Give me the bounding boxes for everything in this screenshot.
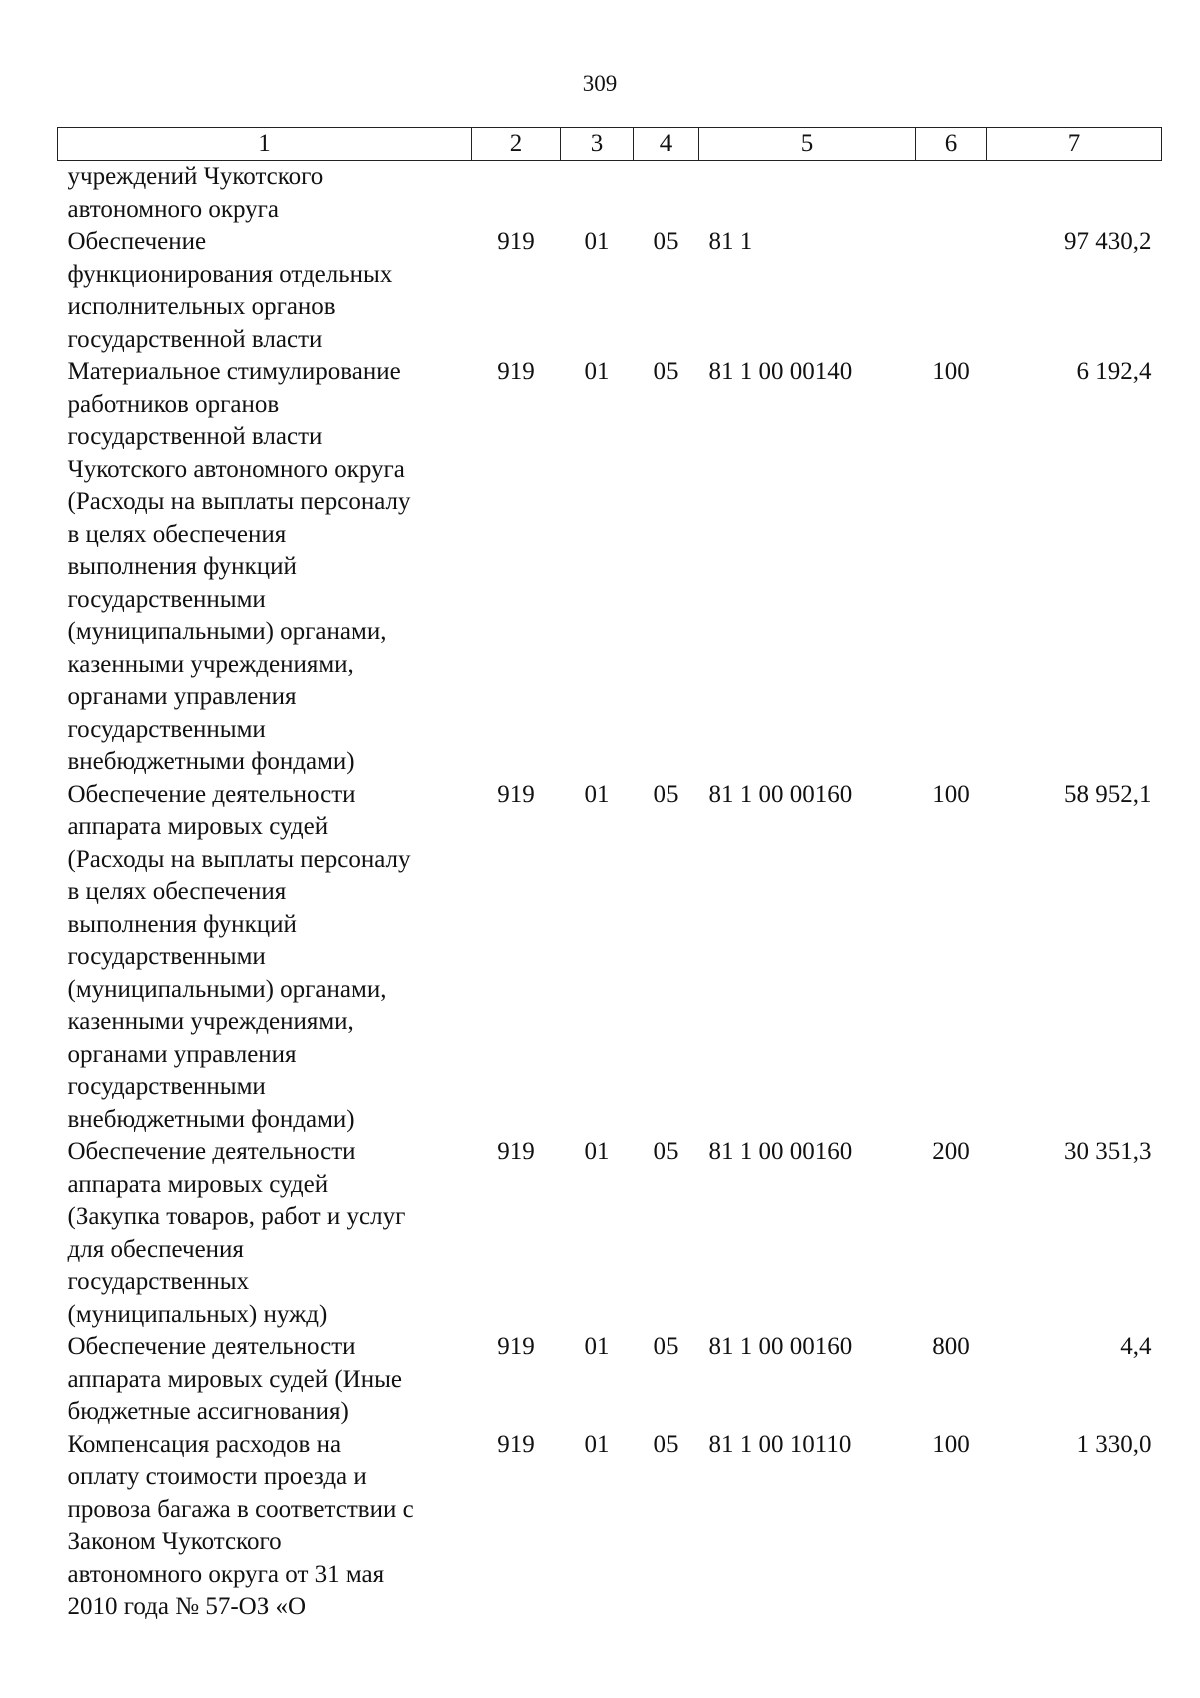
header-col-3: 3 (561, 128, 634, 161)
description-line: 2010 года № 57-ОЗ «О (67, 1593, 307, 1620)
target-article-code: 81 1 00 00160 (708, 780, 853, 808)
target-article-code: 81 1 00 00160 (708, 1333, 853, 1360)
description-line: (Закупка товаров, работ и услуг (67, 1203, 406, 1230)
expense-type-code: 100 (932, 780, 970, 808)
row-description (58, 161, 472, 227)
description-line: аппарата мировых судей (67, 813, 329, 840)
table-row (58, 226, 1162, 356)
description-line: государственной власти (67, 325, 323, 353)
table-row (58, 1429, 1162, 1624)
admin-code: 919 (497, 228, 535, 255)
description-line: в целях обеспечения (67, 878, 287, 905)
description-line: казенными учреждениями, (67, 650, 354, 678)
description-line: (муниципальными) органами, (67, 975, 387, 1003)
description-line: Законом Чукотского (67, 1528, 282, 1555)
target-article-code (699, 161, 916, 227)
description-line: для обеспечения (67, 1235, 244, 1263)
budget-table (57, 127, 1162, 1624)
admin-code: 919 (497, 1333, 535, 1360)
subsection-code: 05 (653, 1138, 679, 1165)
description-line: (Расходы на выплаты персоналу (67, 488, 411, 515)
table-row (58, 779, 1162, 1137)
expense-type-code: 200 (932, 1138, 970, 1165)
admin-code: 919 (497, 358, 535, 385)
description-line: (муниципальных) нужд) (67, 1300, 328, 1328)
admin-code: 919 (497, 780, 535, 808)
description-line: учреждений Чукотского (67, 163, 324, 190)
header-col-7: 7 (987, 128, 1162, 161)
description-line: Материальное стимулирование (67, 358, 401, 385)
row-description (58, 1136, 472, 1331)
table-row (58, 1136, 1162, 1331)
description-line: выполнения функций (67, 910, 297, 938)
description-line: функционирования отдельных (67, 260, 393, 288)
description-line: Обеспечение деятельности (67, 780, 356, 808)
description-line: выполнения функций (67, 553, 297, 580)
page-number: 309 (582, 71, 618, 96)
amount: 97 430,2 (1064, 228, 1152, 255)
expense-type-code: 100 (932, 358, 970, 385)
description-line: Компенсация расходов на (67, 1430, 342, 1458)
section-code: 01 (584, 1333, 610, 1360)
description-line: государственной власти (67, 423, 323, 450)
amount (987, 161, 1162, 227)
amount: 58 952,1 (1064, 780, 1152, 808)
target-article-code: 81 1 00 00140 (708, 358, 853, 385)
amount: 1 330,0 (1076, 1430, 1152, 1458)
description-line: государственными (67, 715, 266, 743)
description-line: аппарата мировых судей (Иные (67, 1365, 402, 1393)
subsection-code: 05 (653, 358, 679, 385)
description-line: внебюджетными фондами) (67, 1105, 355, 1133)
description-line: Обеспечение деятельности (67, 1138, 356, 1165)
row-description (58, 779, 472, 1137)
section-code: 01 (584, 780, 610, 808)
header-col-5: 5 (699, 128, 916, 161)
amount: 30 351,3 (1064, 1138, 1152, 1165)
header-col-4: 4 (634, 128, 699, 161)
row-description (58, 1331, 472, 1429)
expense-type-code (916, 226, 987, 356)
target-article-code: 81 1 00 00160 (708, 1138, 853, 1165)
subsection-code: 05 (653, 228, 679, 255)
target-article-code: 81 1 00 10110 (708, 1430, 852, 1458)
description-line: государственных (67, 1268, 250, 1295)
description-line: Чукотского автономного округа (67, 455, 405, 483)
description-line: органами управления (67, 1040, 297, 1068)
target-article-code: 81 1 (708, 228, 753, 255)
expense-type-code: 100 (932, 1430, 970, 1458)
description-line: работников органов (67, 390, 280, 418)
table-row (58, 161, 1162, 227)
table-row (58, 1331, 1162, 1429)
subsection-code (634, 161, 699, 227)
section-code: 01 (584, 358, 610, 385)
description-line: бюджетные ассигнования) (67, 1398, 349, 1425)
description-line: в целях обеспечения (67, 520, 287, 548)
description-line: исполнительных органов (67, 293, 336, 320)
description-line: государственными (67, 1073, 266, 1100)
description-line: Обеспечение (67, 228, 207, 255)
row-description (58, 1429, 472, 1624)
description-line: государственными (67, 585, 266, 613)
description-line: оплату стоимости проезда и (67, 1463, 367, 1490)
section-code (561, 161, 634, 227)
description-line: (Расходы на выплаты персоналу (67, 845, 411, 873)
admin-code: 919 (497, 1430, 535, 1458)
description-line: (муниципальными) органами, (67, 618, 387, 645)
header-col-6: 6 (916, 128, 987, 161)
description-line: государственными (67, 943, 266, 970)
description-line: Обеспечение деятельности (67, 1333, 356, 1360)
description-line: автономного округа от 31 мая (67, 1560, 385, 1588)
table-row (58, 356, 1162, 779)
description-line: органами управления (67, 683, 297, 710)
table-body (58, 161, 1162, 1624)
expense-type-code: 800 (932, 1333, 970, 1360)
admin-code: 919 (497, 1138, 535, 1165)
amount: 6 192,4 (1076, 358, 1152, 385)
subsection-code: 05 (653, 1430, 679, 1458)
header-row (58, 128, 1162, 161)
expense-type-code (916, 161, 987, 227)
admin-code (472, 161, 561, 227)
section-code: 01 (584, 1430, 610, 1458)
description-line: аппарата мировых судей (67, 1170, 329, 1198)
subsection-code: 05 (653, 780, 679, 808)
table-header (58, 128, 1162, 161)
subsection-code: 05 (653, 1333, 679, 1360)
description-line: автономного округа (67, 195, 280, 223)
header-col-2: 2 (472, 128, 561, 161)
row-description (58, 356, 472, 779)
row-description (58, 226, 472, 356)
section-code: 01 (584, 1138, 610, 1165)
description-line: внебюджетными фондами) (67, 748, 355, 775)
description-line: провоза багажа в соответствии с (67, 1495, 414, 1523)
header-col-1: 1 (58, 128, 472, 161)
description-line: казенными учреждениями, (67, 1008, 354, 1035)
section-code: 01 (584, 228, 610, 255)
amount: 4,4 (1120, 1333, 1152, 1360)
